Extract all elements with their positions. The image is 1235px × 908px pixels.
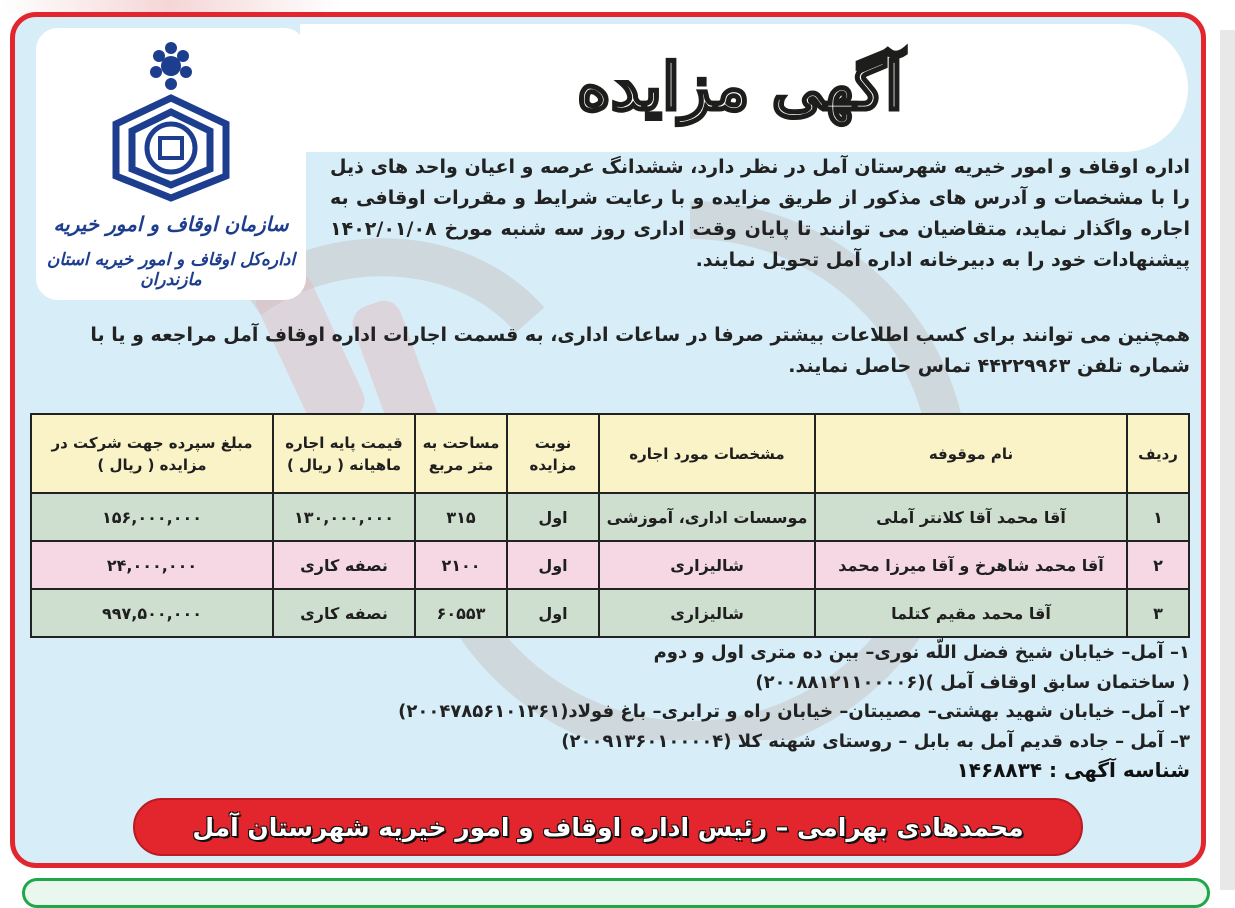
cell-endowment-name: آقا محمد مقیم کتلما — [815, 589, 1127, 637]
header-row-number: ردیف — [1127, 414, 1189, 493]
right-edge-margin — [1220, 30, 1235, 890]
table-row — [31, 541, 1189, 589]
header-deposit: مبلغ سپرده جهت شرکت در مزایده ( ریال ) — [31, 414, 273, 493]
cell-deposit: ۹۹۷,۵۰۰,۰۰۰ — [31, 589, 273, 637]
header-lease-spec: مشخصات مورد اجاره — [599, 414, 815, 493]
table-header-row — [31, 414, 1189, 493]
cell-base-price: ۱۳۰,۰۰۰,۰۰۰ — [273, 493, 415, 541]
address-line: ۳– آمل – جاده قدیم آمل به بابل – روستای شهنه کلا (۲۰۰۹۱۳۶۰۱۰۰۰۰۴) — [561, 730, 1190, 752]
cell-auction-round: اول — [507, 493, 599, 541]
signature-banner: محمدهادی بهرامی – رئیس اداره اوقاف و امور خیریه شهرستان آمل — [133, 798, 1083, 856]
header-auction-round: نوبت مزایده — [507, 414, 599, 493]
endowment-emblem-icon — [86, 36, 256, 206]
cell-auction-round: اول — [507, 589, 599, 637]
address-line: ۲– آمل– خیابان شهید بهشتی– مصیبتان– خیابان راه و ترابری– باغ فولاد(۲۰۰۴۷۸۵۶۱۰۱۳۶۱) — [398, 701, 1190, 722]
cell-lease-spec: موسسات اداری، آموزشی — [599, 493, 815, 541]
cell-base-price: نصفه کاری — [273, 541, 415, 589]
cell-lease-spec: شالیزاری — [599, 589, 815, 637]
cell-endowment-name: آقا محمد آقا کلانتر آملی — [815, 493, 1127, 541]
auction-table — [30, 413, 1190, 638]
addresses-list — [220, 638, 1190, 786]
cell-area: ۳۱۵ — [415, 493, 507, 541]
cell-row-number: ۱ — [1127, 493, 1189, 541]
cell-area: ۲۱۰۰ — [415, 541, 507, 589]
notice-id: شناسه آگهی : ۱۴۶۸۸۳۴ — [956, 758, 1190, 782]
header-base-price: قیمت پایه اجاره ماهیانه ( ریال ) — [273, 414, 415, 493]
table-row — [31, 493, 1189, 541]
logo-provincial-office: اداره‌کل اوقاف و امور خیریه استان مازندران — [46, 250, 296, 290]
address-line: ( ساختمان سابق اوقاف آمل )(۲۰۰۸۸۱۲۱۱۰۰۰۰۶) — [755, 671, 1190, 693]
cell-area: ۶۰۵۵۳ — [415, 589, 507, 637]
next-ad-border — [22, 878, 1210, 908]
cell-auction-round: اول — [507, 541, 599, 589]
table-row — [31, 589, 1189, 637]
organization-logo — [36, 28, 306, 300]
cell-deposit: ۱۵۶,۰۰۰,۰۰۰ — [31, 493, 273, 541]
cell-row-number: ۲ — [1127, 541, 1189, 589]
cell-lease-spec: شالیزاری — [599, 541, 815, 589]
cell-deposit: ۲۴,۰۰۰,۰۰۰ — [31, 541, 273, 589]
header-endowment-name: نام موقوفه — [815, 414, 1127, 493]
page-title: آگهی مزایده — [577, 50, 903, 125]
contact-paragraph: همچنین می توانند برای کسب اطلاعات بیشتر صرفا در ساعات اداری، به قسمت اجارات اداره اوقاف آمل مراجعه و یا با شماره تلفن ۴۴۲۲۹۹۶۳ تماس حاصل نمایند. — [90, 324, 1190, 377]
header-area: مساحت به متر مربع — [415, 414, 507, 493]
logo-organization-name: سازمان اوقاف و امور خیریه — [53, 212, 289, 236]
cell-endowment-name: آقا محمد شاهرخ و آقا میرزا محمد — [815, 541, 1127, 589]
address-line: ۱– آمل– خیابان شیخ فضل اللّه نوری– بین ده متری اول و دوم — [653, 642, 1190, 663]
cell-base-price: نصفه کاری — [273, 589, 415, 637]
intro-paragraph: اداره اوقاف و امور خیریه شهرستان آمل در نظر دارد، ششدانگ عرصه و اعیان واحد های ذیل را با مشخصات و آدرس های مذکور از طریق مزایده و با رعایت شرایط و مقررات اوقافی به اجاره واگذار نماید، متقاضیان می توانند تا پایان وقت اداری روز سه شنبه مورخ ۱۴۰۲/۰۱/۰۸ پیشنهادات خود را به دبیرخانه اداره آمل تحویل نمایند. — [330, 156, 1190, 271]
cell-row-number: ۳ — [1127, 589, 1189, 637]
